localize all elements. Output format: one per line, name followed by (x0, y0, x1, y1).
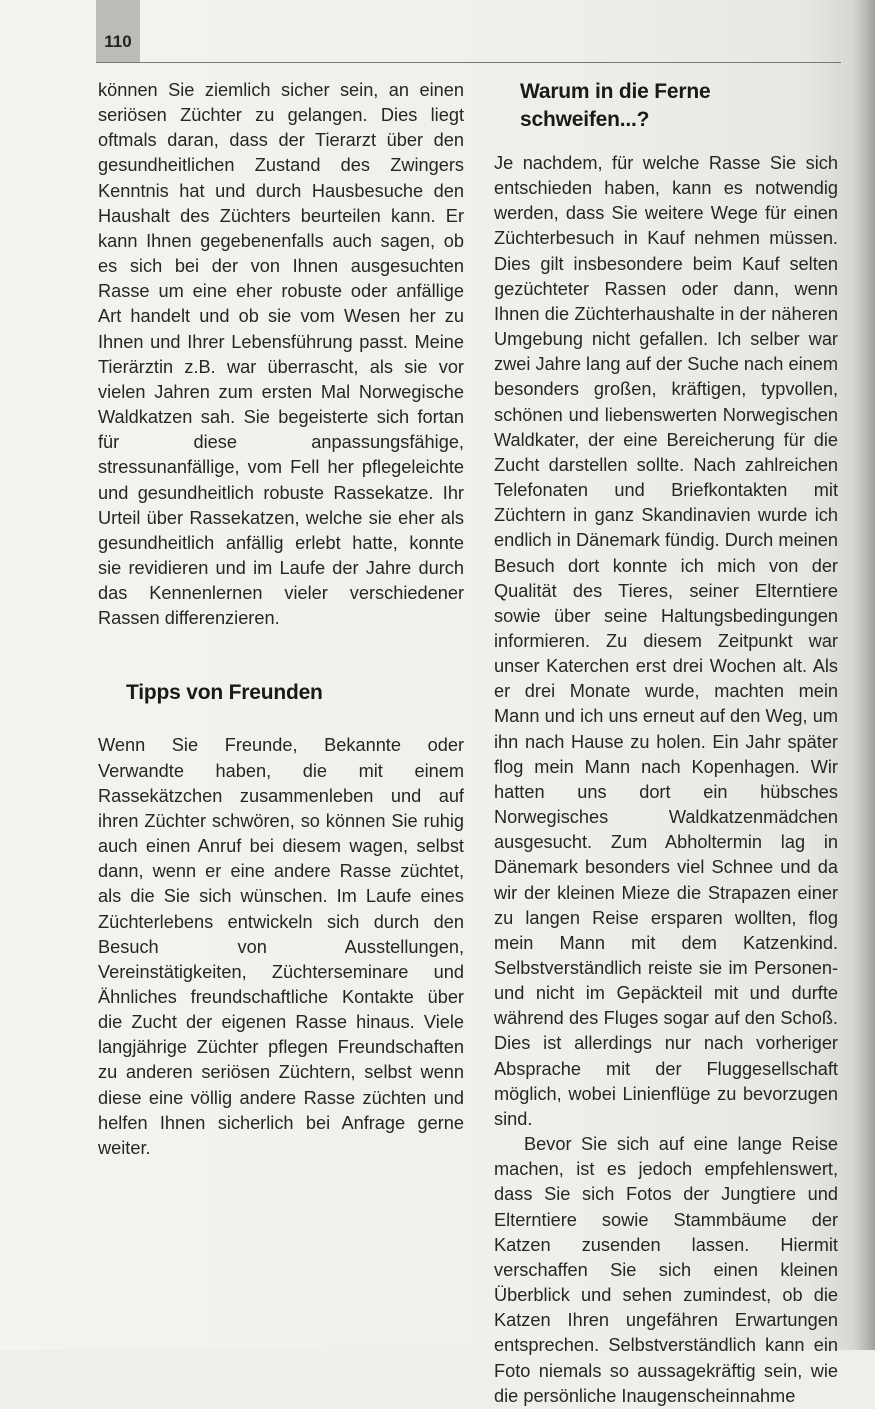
page-edge-shadow (853, 0, 875, 1350)
header-rule (96, 62, 841, 63)
right-paragraph-1: Je nachdem, für welche Rasse Sie sich entschieden haben, kann es notwendig werden, dass Sie weitere Wege für einen Züchterbesuch in Kauf nehmen müssen. Dies gilt insbesondere beim Kauf selten gezüchteter Rassen oder dann, wenn Ihnen die Züchterhaushalte in der näheren Umgebung nicht gefallen. Ich selber war zwei Jahre lang auf der Suche nach einem besonders großen, kräftigen, typvollen, schönen und liebenswerten Norwegischen Waldkater, der eine Bereicherung für die Zucht darstellen sollte. Nach zahlreichen Telefonaten und Briefkontakten mit Züchtern in ganz Skandinavien wurde ich endlich in Dänemark fündig. Durch meinen Besuch dort konnte ich mich von der Qualität des Tieres, seiner Elterntiere sowie über seine Haltungsbedingungen informieren. Zu diesem Zeitpunkt war unser Katerchen erst drei Wochen alt. Als er drei Monate wurde, machten mein Mann und ich uns erneut auf den Weg, um ihn nach Hause zu holen. Ein Jahr später flog mein Mann nach Kopenhagen. Wir hatten uns dort ein hübsches Norwegisches Waldkatzenmädchen ausgesucht. Zum Abholtermin lag in Dänemark besonders viel Schnee und da wir der kleinen Mieze die Strapazen einer zu langen Reise ersparen wollten, flog mein Mann mit dem Katzenkind. Selbstverständlich reiste sie im Personen- und nicht im Gepäckteil mit und durfte während des Fluges sogar auf den Schoß. Dies ist allerdings nur nach vorheriger Absprache mit der Fluggesellschaft möglich, wobei Linienflüge zu bevorzugen sind. (494, 153, 838, 1129)
page-number-tab (96, 0, 140, 62)
section-heading-tipps: Tipps von Freunden (126, 681, 323, 705)
page-number: 110 (104, 32, 132, 51)
left-column (98, 78, 464, 1161)
section-heading-ferne: Warum in die Ferne schweifen...? (520, 80, 711, 131)
left-paragraph-1: können Sie ziemlich sicher sein, an einen seriösen Züchter zu gelangen. Dies liegt oftmals daran, dass der Tierarzt über den gesundheitlichen Zustand des Zwingers Kenntnis hat und durch Hausbesuche den Haushalt des Züchters beurteilen kann. Er kann Ihnen gegebenenfalls auch sagen, ob es sich bei der von Ihnen ausgesuchten Rasse um eine eher robuste oder anfällige Art handelt und ob sie vom Wesen her zu Ihnen und Ihrer Lebensführung passt. Meine Tierärztin z.B. war überrascht, als sie vor vielen Jahren zum ersten Mal Norwegische Waldkatzen sah. Sie begeisterte sich fortan für diese anpassungsfähige, stressunanfällige, vom Fell her pflegeleichte und gesundheitlich robuste Rassekatze. Ihr Urteil über Rassekatzen, welche sie eher als gesundheitlich anfällig erlebt hatte, konnte sie revidieren und im Laufe der Jahre durch das Kennenlernen vieler verschiedener Rassen differenzieren. (98, 80, 464, 629)
left-paragraph-2: Wenn Sie Freunde, Bekannte oder Verwandte haben, die mit einem Rassekätzchen zusammenleben und auf ihren Züchter schwören, so können Sie ruhig auch einen Anruf bei diesem wagen, selbst dann, wenn er eine andere Rasse züchtet, als die Sie sich wünschen. Im Laufe eines Züchterlebens entwickeln sich durch den Besuch von Ausstellungen, Vereinstätigkeiten, Züchterseminare und Ähnliches freundschaftliche Kontakte über die Zucht der eigenen Rasse hinaus. Viele langjährige Züchter pflegen Freundschaften zu anderen seriösen Züchtern, selbst wenn diese eine völlig andere Rasse züchten und helfen Ihnen sicherlich bei Anfrage gerne weiter. (98, 735, 464, 1158)
right-column (494, 78, 838, 1409)
right-paragraph-2: Bevor Sie sich auf eine lange Reise machen, ist es jedoch empfehlenswert, dass Sie sich Fotos der Jungtiere und Elterntiere sowie Stammbäume der Katzen zusenden lassen. Hiermit verschaffen Sie sich einen kleinen Überblick und sehen zumindest, ob die Katzen Ihren ungefähren Erwartungen entsprechen. Selbstverständlich kann ein Foto niemals so aussagekräftig sein, wie die persönliche Inaugenscheinnahme (494, 1134, 838, 1406)
